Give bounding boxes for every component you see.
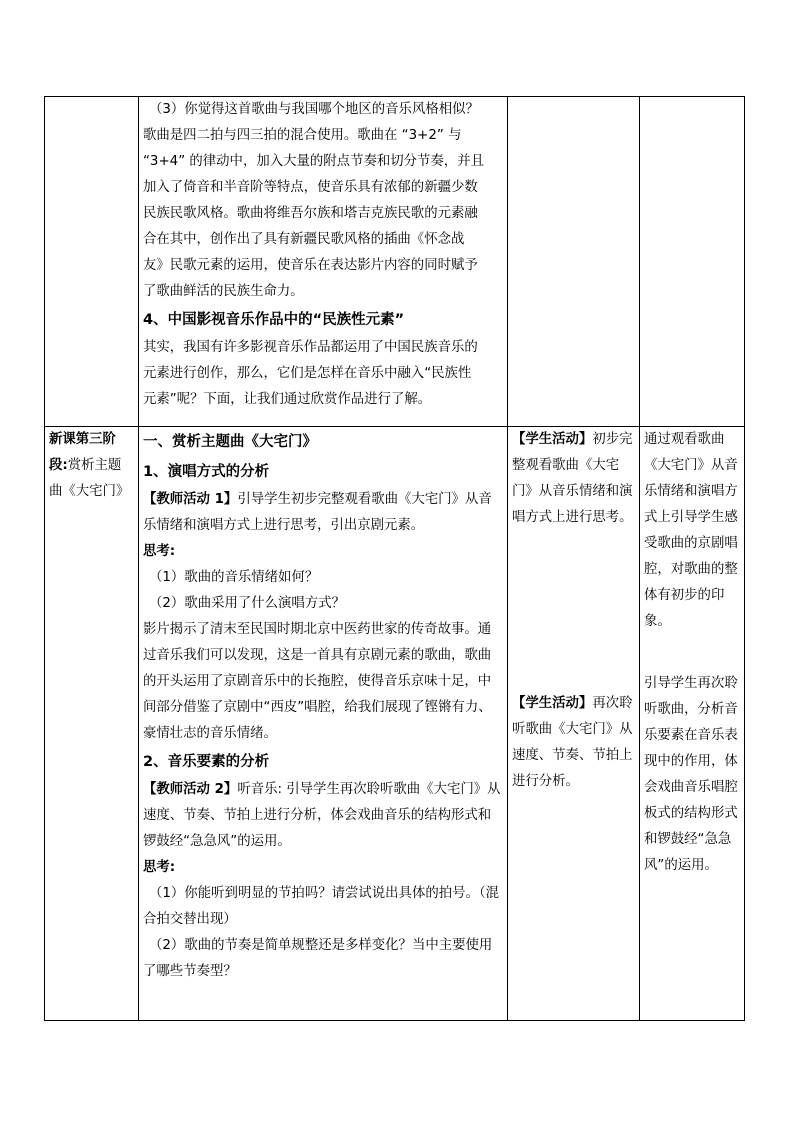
- body-line: 其实，我国有许多影视音乐作品都运用了中国民族音乐的: [143, 340, 478, 355]
- question: （1）你能听到明显的节拍吗？请尝试说出具体的拍号。（混合拍交替出现）: [143, 886, 499, 927]
- content-cell: [139, 427, 508, 1021]
- body-line: 了歌曲鲜活的民族生命力。: [143, 284, 304, 299]
- section-heading-4: 4、中国影视音乐作品中的“民族性元素”: [143, 312, 405, 328]
- question: （2）歌曲采用了什么演唱方式？: [149, 596, 345, 611]
- student-activity-2: 【学生活动】再次聆听歌曲《大宅门》从速度、节奏、节拍上进行分析。: [512, 696, 633, 789]
- student-activity-cell: [508, 427, 640, 1021]
- teacher-activity-2: 【教师活动 2】听音乐: 引导学生再次聆听歌曲《大宅门》从速度、节奏、节拍上进行分析，体会戏曲音乐的结构形式和锣鼓经“急急风”的运用。: [143, 782, 501, 849]
- table-row: [45, 427, 745, 1021]
- question: （2）歌曲的节奏是简单规整还是多样变化？当中主要使用了哪些节奏型？: [143, 938, 493, 979]
- think-label: 思考:: [143, 860, 176, 875]
- explanation-paragraph: 影片揭示了清末至民国时期北京中医药世家的传奇故事。通过音乐我们可以发现，这是一首具有京剧元素的歌曲，歌曲的开头运用了京剧音乐中的长拖腔，使得音乐京味十足，中间部分借鉴了京剧中“西皮”唱腔，给我们展现了铿锵有力、豪情壮志的音乐情绪。: [143, 622, 492, 741]
- student-activity-1: 【学生活动】初步完整观看歌曲《大宅门》从音乐情绪和演唱方式上进行思考。: [512, 432, 633, 525]
- intent-cell-empty: [640, 97, 745, 427]
- content-cell: [139, 97, 508, 427]
- student-cell-empty: [508, 97, 640, 427]
- body-line: 元素”呢？下面，让我们通过欣赏作品进行了解。: [143, 392, 432, 407]
- design-intent-cell: [640, 427, 745, 1021]
- subsection-1: 1、演唱方式的分析: [143, 464, 270, 480]
- body-line: 歌曲是四二拍与四三拍的混合使用。歌曲在 “3+2” 与: [143, 128, 462, 143]
- body-line: 友》民歌元素的运用，使音乐在表达影片内容的同时赋予: [143, 258, 478, 273]
- body-line: 加入了倚音和半音阶等特点，使音乐具有浓郁的新疆少数: [143, 180, 478, 195]
- body-line: “3+4” 的律动中，加入大量的附点节奏和切分节奏，并且: [143, 154, 484, 169]
- think-label: 思考:: [143, 544, 176, 559]
- question-3: （3）你觉得这首歌曲与我国哪个地区的音乐风格相似？: [149, 102, 479, 117]
- body-line: 民族民歌风格。歌曲将维吾尔族和塔吉克族民歌的元素融: [143, 206, 478, 221]
- subsection-2: 2、音乐要素的分析: [143, 754, 270, 770]
- design-intent-2: 引导学生再次聆听歌曲，分析音乐要素在音乐表现中的作用，体会戏曲音乐唱腔板式的结构形式和锣鼓经“急急风”的运用。: [644, 676, 738, 873]
- body-line: 合在其中，创作出了具有新疆民歌风格的插曲《怀念战: [143, 232, 465, 247]
- table-row: [45, 97, 745, 427]
- section-title: 一、赏析主题曲《大宅门》: [143, 434, 317, 450]
- lesson-plan-table: [44, 96, 745, 1021]
- body-line: 元素进行创作，那么，它们是怎样在音乐中融入“民族性: [143, 366, 472, 381]
- teacher-activity-1: 【教师活动 1】引导学生初步完整观看歌曲《大宅门》从音乐情绪和演唱方式上进行思考，引出京剧元素。: [143, 492, 492, 533]
- stage-cell-empty: [45, 97, 139, 427]
- stage-label: 新课第三阶段:赏析主题曲《大宅门》: [49, 432, 130, 499]
- question: （1）歌曲的音乐情绪如何？: [149, 570, 319, 585]
- design-intent-1: 通过观看歌曲《大宅门》从音乐情绪和演唱方式上引导学生感受歌曲的京剧唱腔，对歌曲的整体有初步的印象。: [644, 432, 738, 629]
- stage-cell: [45, 427, 139, 1021]
